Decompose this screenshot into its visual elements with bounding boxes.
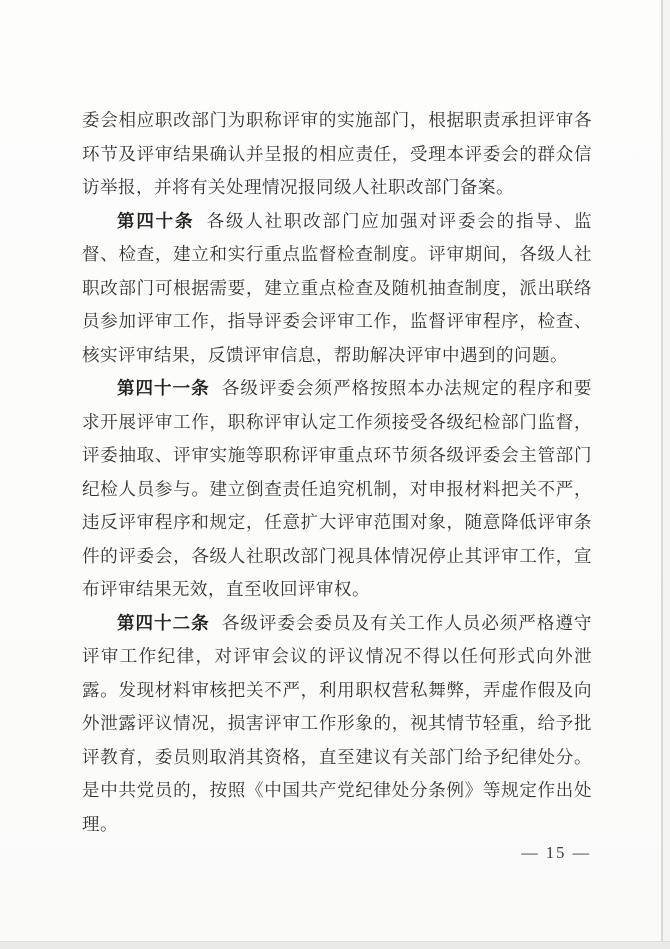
article-41-heading: 第四十一条 bbox=[117, 378, 210, 398]
article-40-heading: 第四十条 bbox=[117, 210, 195, 231]
article-42-text: 各级评委会委员及有关工作人员必须严格遵守评审工作纪律，对评审会议的评议情况不得以任何形式向外泄露。发现材料审核把关不严，利用职权营私舞弊，弄虚作假及向外泄露评议情况，损害评审工作形象的，视其情节轻重，给予批评教育，委员则取消其资格，直至建议有关部门给予纪律处分。是中共党员的，按照《中国共产党纪律处分条例》等规定作出处理。 bbox=[82, 612, 592, 834]
paragraph-article-40 bbox=[82, 205, 592, 373]
paragraph-continuation bbox=[82, 104, 592, 205]
article-40-text: 各级人社职改部门应加强对评委会的指导、监督、检查，建立和实行重点监督检查制度。评审期间，各级人社职改部门可根据需要，建立重点检查及随机抽查制度，派出联络员参加评审工作，指导评委会评审工作，监督评审程序，检查、核实评审结果，反馈评审信息，帮助解决评审中遇到的问题。 bbox=[82, 210, 593, 365]
paragraph-continuation-text: 委会相应职改部门为职称评审的实施部门，根据职责承担评审各环节及评审结果确认并呈报的相应责任，受理本评委会的群众信访举报，并将有关处理情况报同级人社职改部门备案。 bbox=[82, 110, 592, 197]
scan-edge-artifact-bottom bbox=[0, 941, 670, 949]
article-42-heading: 第四十二条 bbox=[117, 612, 210, 633]
paragraph-article-41 bbox=[82, 372, 592, 607]
scan-margin-right bbox=[663, 0, 670, 949]
article-41-text: 各级评委会须严格按照本办法规定的程序和要求开展评审工作，职称评审认定工作须接受各级纪检部门监督，评委抽取、评审实施等职称评审重点环节须各级评委会主管部门纪检人员参与。建立倒查责任追究机制，对申报材料把关不严，违反评审程序和规定，任意扩大评审范围对象，随意降低评审条件的评委会，各级人社职改部门视具体情况停止其评审工作，宣布评审结果无效，直至收回评审权。 bbox=[82, 378, 592, 599]
paragraph-article-42 bbox=[82, 607, 592, 842]
page-number: — 15 — bbox=[521, 843, 591, 862]
document-body bbox=[82, 104, 592, 841]
